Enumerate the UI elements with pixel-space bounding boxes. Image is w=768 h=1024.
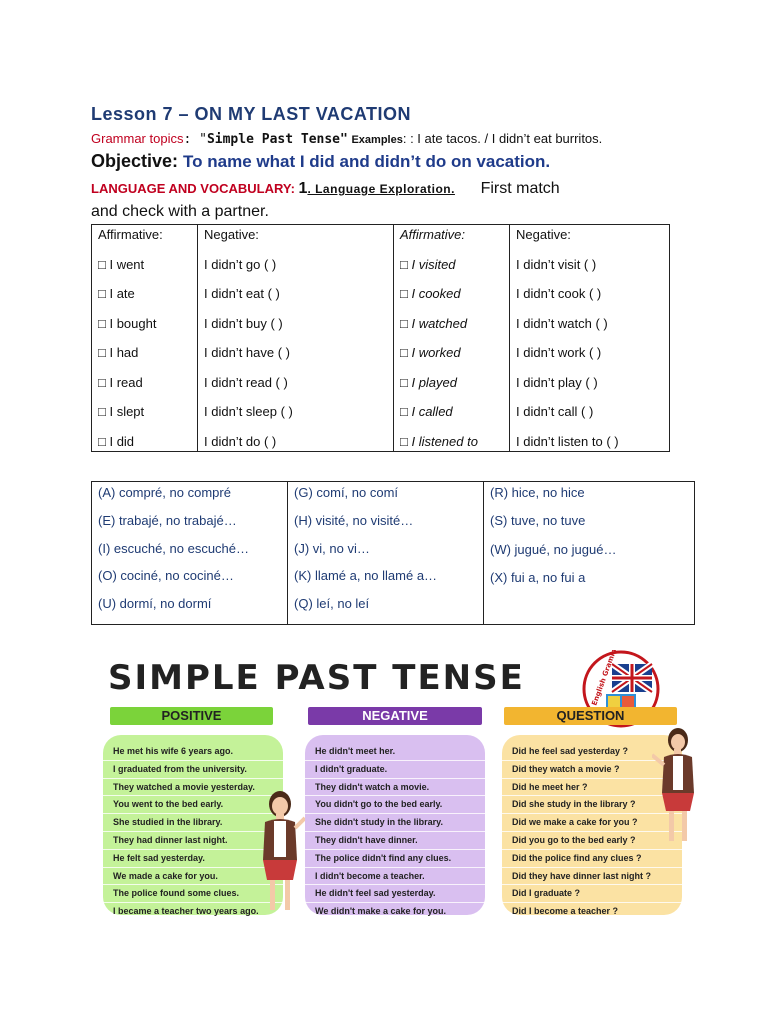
negative-sentence: You didn't go to the bed early. <box>305 796 485 814</box>
vocab-item: □ I worked <box>400 345 461 361</box>
vocab-col-affirmative-2 <box>394 225 510 452</box>
vocab-col-negative-1 <box>198 225 394 452</box>
infographic-title: SIMPLE PAST TENSE <box>108 658 525 698</box>
negative-sentence: They didn't watch a movie. <box>305 779 485 797</box>
spanish-item: (R) hice, no hice <box>490 485 585 500</box>
question-sentence: Did he meet her ? <box>502 779 682 797</box>
spanish-item: (S) tuve, no tuve <box>490 513 586 529</box>
lv-link[interactable]: . Language Exploration. <box>307 182 455 196</box>
grammar-topic: Simple Past Tense <box>206 132 341 147</box>
vocab-item: □ I cooked <box>400 286 461 302</box>
vocab-header: Affirmative: <box>400 227 466 242</box>
objective-text: To name what I did and didn’t do on vacation. <box>183 152 551 171</box>
vocab-item: □ I listened to <box>400 433 478 449</box>
positive-sentence: He felt sad yesterday. <box>103 850 283 868</box>
negative-sentence: She didn't study in the library. <box>305 814 485 832</box>
vocab-item: □ I had <box>98 345 139 361</box>
negative-sentence: He didn't meet her. <box>305 743 485 761</box>
positive-sentence: He met his wife 6 years ago. <box>103 743 283 761</box>
positive-sentence: They watched a movie yesterday. <box>103 779 283 797</box>
grammar-topic-close: " <box>340 132 348 147</box>
positive-sentence: I graduated from the university. <box>103 761 283 779</box>
spanish-col-3 <box>484 482 695 625</box>
simple-past-infographic <box>100 650 700 920</box>
question-sentence: Did you go to the bed early ? <box>502 832 682 850</box>
spanish-col-1 <box>92 482 288 625</box>
positive-heading: POSITIVE <box>110 707 273 725</box>
lesson-title: Lesson 7 – ON MY LAST VACATION <box>91 104 412 124</box>
negative-sentence: We didn't make a cake for you. <box>305 903 485 921</box>
vocab-item: □ I read <box>98 374 143 390</box>
spanish-item: (X) fui a, no fui a <box>490 570 586 586</box>
objective-label: Objective: <box>91 151 179 171</box>
vocab-item: I didn’t watch ( ) <box>516 315 608 331</box>
spanish-item: (O) cociné, no cociné… <box>98 568 234 584</box>
lv-instruction-2: and check with a partner. <box>91 203 269 220</box>
positive-sentence: She studied in the library. <box>103 814 283 832</box>
vocab-item: I didn’t visit ( ) <box>516 256 597 272</box>
vocab-item: □ I went <box>98 256 145 272</box>
negative-heading: NEGATIVE <box>308 707 482 725</box>
spanish-col-2 <box>288 482 484 625</box>
grammar-line <box>91 131 602 147</box>
vocab-item: □ I ate <box>98 286 135 302</box>
examples-label: Examples <box>351 134 403 146</box>
question-sentence: Did I graduate ? <box>502 885 682 903</box>
spanish-item: (Q) leí, no leí <box>294 596 370 612</box>
question-sentence: Did he feel sad yesterday ? <box>502 743 682 761</box>
grammar-label: Grammar topics <box>91 131 184 146</box>
spanish-item: (A) compré, no compré <box>98 485 231 500</box>
positive-sentence: You went to the bed early. <box>103 796 283 814</box>
vocab-item: I didn’t call ( ) <box>516 404 594 420</box>
question-sentence: Did they watch a movie ? <box>502 761 682 779</box>
spanish-item: (U) dormí, no dormí <box>98 596 212 612</box>
positive-sentence: They had dinner last night. <box>103 832 283 850</box>
vocab-item: □ I played <box>400 374 457 390</box>
vocab-item: I didn’t listen to ( ) <box>516 433 619 449</box>
vocab-item: □ I slept <box>98 404 145 420</box>
vocab-item: I didn’t work ( ) <box>516 345 602 361</box>
objective-line <box>91 151 550 172</box>
question-sentence: Did the police find any clues ? <box>502 850 682 868</box>
vocab-item: I didn’t cook ( ) <box>516 286 602 302</box>
vocab-col-affirmative-1 <box>92 225 198 452</box>
spanish-item: (J) vi, no vi… <box>294 540 370 556</box>
examples-text: : : I ate tacos. / I didn’t eat burritos. <box>402 131 603 146</box>
vocab-item: I didn’t have ( ) <box>204 345 290 361</box>
vocab-header: Negative: <box>516 227 571 242</box>
vocab-header: Affirmative: <box>98 227 163 242</box>
spanish-item: (G) comí, no comí <box>294 485 399 500</box>
vocab-item: □ I called <box>400 404 453 420</box>
vocab-item: □ I visited <box>400 256 456 272</box>
negative-list <box>305 735 485 915</box>
vocab-item: □ I watched <box>400 315 468 331</box>
spanish-item: (E) trabajé, no trabajé… <box>98 512 237 528</box>
positive-sentence: The police found some clues. <box>103 885 283 903</box>
vocab-table <box>91 224 670 452</box>
question-heading: QUESTION <box>504 707 677 725</box>
vocab-item: I didn’t eat ( ) <box>204 286 280 302</box>
spanish-item: (W) jugué, no jugué… <box>490 541 617 557</box>
language-vocabulary-line <box>91 180 560 198</box>
vocab-item: □ I bought <box>98 315 157 331</box>
vocab-item: I didn’t read ( ) <box>204 374 288 390</box>
vocab-item: I didn’t do ( ) <box>204 433 277 449</box>
spanish-item: (I) escuché, no escuché… <box>98 540 250 556</box>
negative-sentence: I didn't graduate. <box>305 761 485 779</box>
vocab-item: I didn’t sleep ( ) <box>204 404 293 420</box>
vocab-col-negative-2 <box>510 225 670 452</box>
positive-sentence: We made a cake for you. <box>103 868 283 886</box>
lv-number: 1 <box>298 180 308 197</box>
logo-text: English Grammar <box>590 650 622 707</box>
grammar-topic-open: : " <box>183 132 207 147</box>
vocab-item: I didn’t buy ( ) <box>204 315 283 331</box>
negative-sentence: He didn't feel sad yesterday. <box>305 885 485 903</box>
positive-sentence: I became a teacher two years ago. <box>103 903 283 921</box>
teacher-illustration <box>255 788 305 916</box>
question-sentence: Did we make a cake for you ? <box>502 814 682 832</box>
spanish-item: (K) llamé a, no llamé a… <box>294 568 438 584</box>
vocab-header: Negative: <box>204 227 259 242</box>
vocab-item: □ I did <box>98 433 135 449</box>
teacher-illustration <box>652 725 698 845</box>
vocab-item: I didn’t play ( ) <box>516 374 598 390</box>
lv-instruction-1: First match <box>480 180 560 197</box>
spanish-item: (H) visité, no visité… <box>294 512 414 528</box>
question-sentence: Did I become a teacher ? <box>502 903 682 921</box>
vocab-item: I didn’t go ( ) <box>204 256 277 272</box>
lv-label: LANGUAGE AND VOCABULARY: <box>91 181 295 196</box>
negative-sentence: I didn't become a teacher. <box>305 868 485 886</box>
question-sentence: Did they have dinner last night ? <box>502 868 682 886</box>
negative-sentence: They didn't have dinner. <box>305 832 485 850</box>
negative-sentence: The police didn't find any clues. <box>305 850 485 868</box>
question-sentence: Did she study in the library ? <box>502 796 682 814</box>
spanish-table <box>91 481 695 625</box>
